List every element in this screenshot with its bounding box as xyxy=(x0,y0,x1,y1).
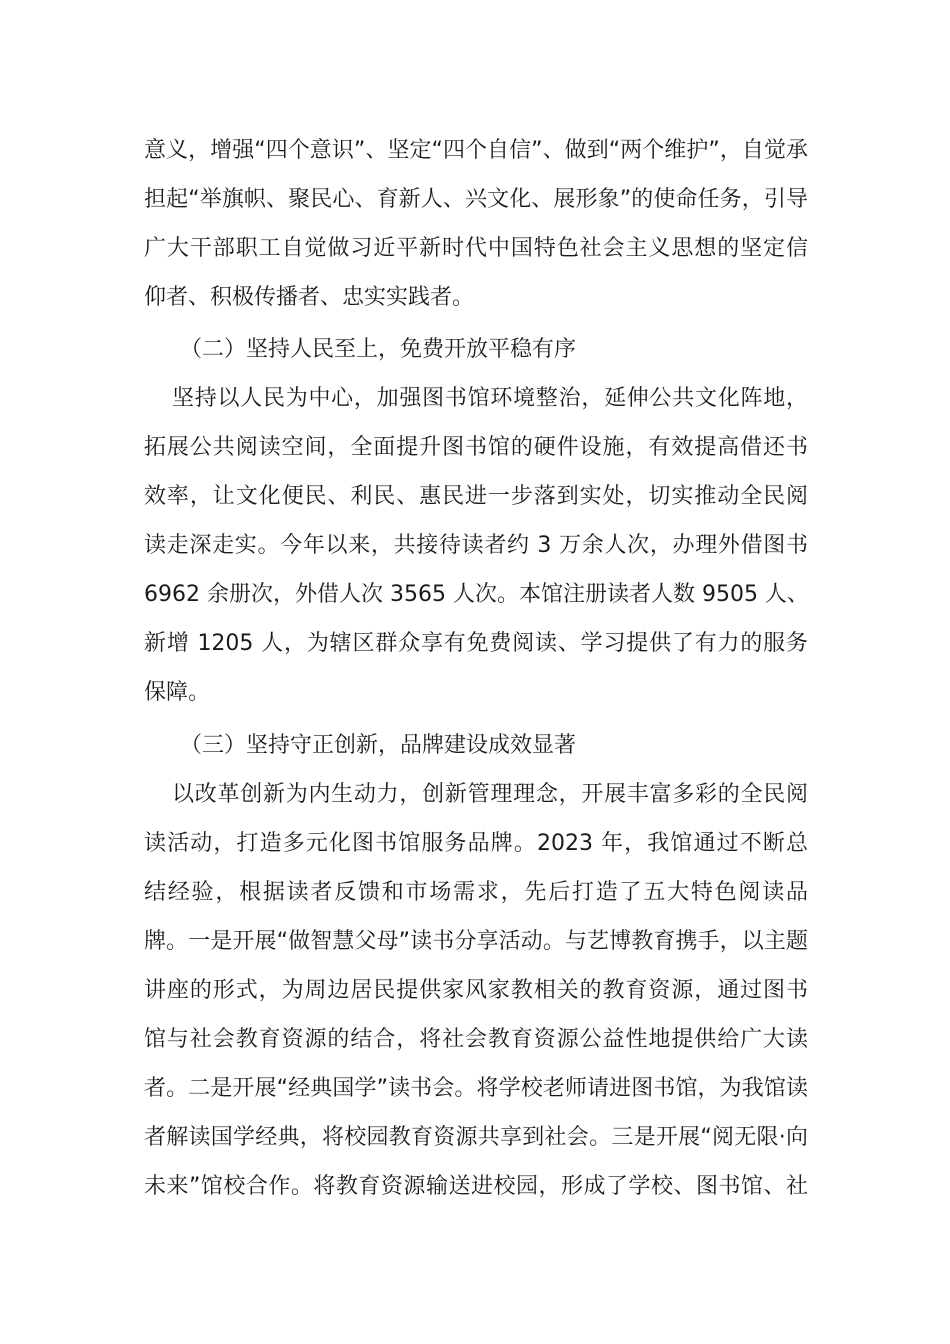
text-line: 者。二是开展“经典国学”读书会。将学校老师请进图书馆，为我馆读 xyxy=(144,1076,808,1101)
text-line: 结经验，根据读者反馈和市场需求，先后打造了五大特色阅读品 xyxy=(144,880,808,905)
text-line: 讲座的形式，为周边居民提供家风家教相关的教育资源，通过图书 xyxy=(144,978,808,1003)
text-line: 坚持以人民为中心，加强图书馆环境整治，延伸公共文化阵地， xyxy=(172,386,808,411)
text-line: 读活动，打造多元化图书馆服务品牌。2023 年，我馆通过不断总 xyxy=(144,831,808,856)
text-line: 新增 1205 人，为辖区群众享有免费阅读、学习提供了有力的服务 xyxy=(144,631,808,656)
text-line: 以改革创新为内生动力，创新管理理念，开展丰富多彩的全民阅 xyxy=(172,782,808,807)
text-line: 未来”馆校合作。将教育资源输送进校园，形成了学校、图书馆、社 xyxy=(144,1174,808,1199)
section-heading: （二）坚持人民至上，免费开放平稳有序 xyxy=(180,337,577,362)
text-line: 保障。 xyxy=(144,680,211,705)
text-line: 效率，让文化便民、利民、惠民进一步落到实处，切实推动全民阅 xyxy=(144,484,808,509)
text-line: 牌。一是开展“做智慧父母”读书分享活动。与艺博教育携手，以主题 xyxy=(144,929,808,954)
text-line: 拓展公共阅读空间，全面提升图书馆的硬件设施，有效提高借还书 xyxy=(144,435,808,460)
text-line: 6962 余册次，外借人次 3565 人次。本馆注册读者人数 9505 人、 xyxy=(144,582,809,607)
text-line: 馆与社会教育资源的结合，将社会教育资源公益性地提供给广大读 xyxy=(144,1027,808,1052)
text-line: 仰者、积极传播者、忠实实践者。 xyxy=(144,285,475,310)
section-heading: （三）坚持守正创新，品牌建设成效显著 xyxy=(180,733,577,758)
text-line: 读走深走实。今年以来，共接待读者约 3 万余人次，办理外借图书 xyxy=(144,533,808,558)
text-line: 担起“举旗帜、聚民心、育新人、兴文化、展形象”的使命任务，引导 xyxy=(144,187,808,212)
text-line: 者解读国学经典，将校园教育资源共享到社会。三是开展“阅无限·向 xyxy=(144,1125,808,1150)
text-line: 意义，增强“四个意识”、坚定“四个自信”、做到“两个维护”，自觉承 xyxy=(144,138,808,163)
text-line: 广大干部职工自觉做习近平新时代中国特色社会主义思想的坚定信 xyxy=(144,236,808,261)
